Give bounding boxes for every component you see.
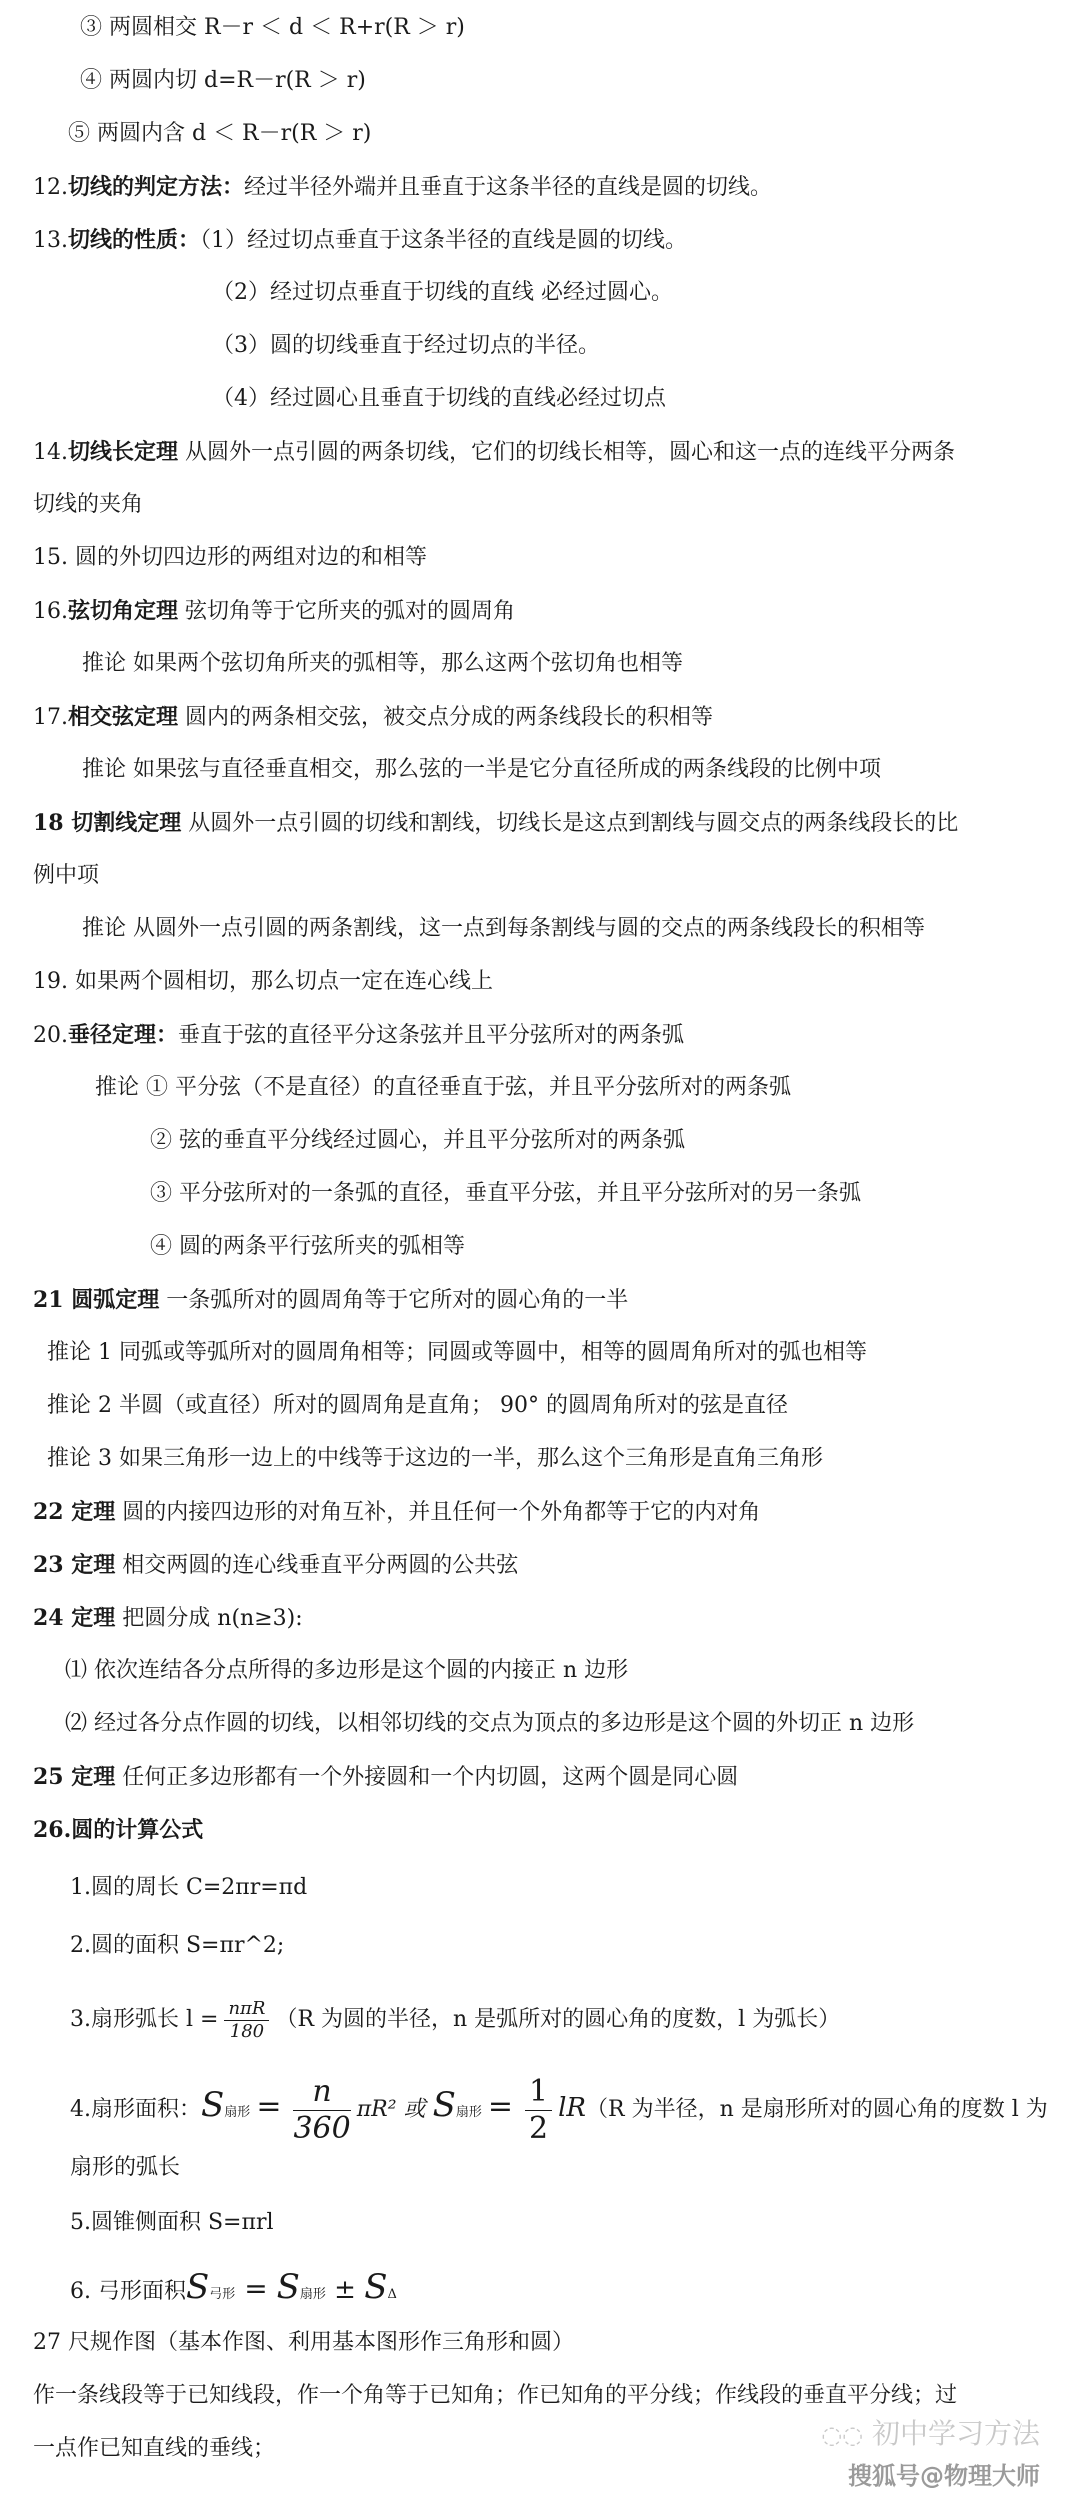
theorem-15: 15. 圆的外切四边形的两组对边的和相等 [33,545,427,570]
theorem-21-num: 21 [33,1287,72,1313]
theorem-20-title: 垂径定理： [68,1022,179,1048]
theorem-21-title: 圆弧定理 [71,1287,160,1313]
theorem-25-num: 25 [33,1764,72,1790]
arc-length-denominator: 180 [229,2020,265,2042]
half-numerator: 1 [525,2074,552,2111]
formula-sector-area [70,2065,1080,2153]
formula-segment-area [70,2262,1080,2320]
theorem-18-text: 从圆外一点引圆的切线和割线，切线长是这点到割线与圆交点的两条线段长的比 [181,811,959,836]
sector-area-numerator: n [293,2074,350,2111]
segment-sub3: Δ [387,2287,397,2302]
segment-area-label: 6. 弓形面积 [70,2279,186,2304]
theorem-17-text: 圆内的两条相交弦，被交点分成的两条线段长的积相等 [178,705,714,730]
theorem-20-num: 20. [33,1023,68,1048]
theorem-14-text: 从圆外一点引圆的两条切线，它们的切线长相等，圆心和这一点的连线平分两条 [178,440,956,465]
segment-equals: = [235,2272,277,2305]
section-27-text-cont: 一点作已知直线的垂线； [33,2436,276,2461]
theorem-21-text: 一条弧所对的圆周角等于它所对的圆心角的一半 [159,1288,629,1313]
segment-sub1: 弓形 [209,2287,236,2302]
theorem-17-corollary: 推论 如果弦与直径垂直相交，那么弦的一半是它分直径所成的两条线段的比例中项 [82,757,881,782]
theorem-24-item-1: ⑴ 依次连结各分点所得的多边形是这个圆的内接正 n 边形 [65,1658,629,1683]
theorem-12-text: 经过半径外端并且垂直于这条半径的直线是圆的切线。 [244,175,773,200]
section-26-title: 26.圆的计算公式 [33,1817,204,1843]
theorem-17-num: 17. [33,705,68,730]
theorem-20-corollary-3: ③ 平分弦所对的一条弧的直径，垂直平分弦，并且平分弦所对的另一条弧 [150,1181,861,1206]
theorem-22 [33,1494,1080,1531]
theorem-20-corollary-1: 推论 ① 平分弦（不是直径）的直径垂直于弦，并且平分弦所对的两条弧 [95,1075,791,1100]
theorem-14 [33,434,1080,471]
theorem-21 [33,1282,1080,1319]
formula-cone-lateral: 5.圆锥侧面积 S=πrl [70,2210,274,2235]
sector-area-note: （R 为半径，n 是扇形所对的圆心角的度数 l 为 [586,2097,1048,2122]
theorem-18-text-cont: 例中项 [33,863,100,888]
theorem-14-num: 14. [33,440,68,465]
segment-S3: S [364,2267,388,2307]
theorem-13-item-4: （4）经过圆心且垂直于切线的直线必经过切点 [212,386,666,411]
sector-area-pi-r2: πR² 或 [356,2097,433,2122]
theorem-18-title: 切割线定理 [71,810,182,836]
theorem-20-corollary-2: ② 弦的垂直平分线经过圆心，并且平分弦所对的两条弧 [150,1128,685,1153]
sector-area-equals-2: = [487,2089,514,2124]
theorem-13 [33,222,1080,259]
theorem-20-corollary-4: ④ 圆的两条平行弦所夹的弧相等 [150,1234,465,1259]
theorem-23-text: 相交两圆的连心线垂直平分两圆的公共弦 [115,1553,519,1578]
theorem-13-item-2: （2）经过切点垂直于切线的直线 必经过圆心。 [212,280,673,305]
watermark-source: 搜狐号@物理大师 [848,2462,1040,2490]
theorem-21-corollary-2: 推论 2 半圆（或直径）所对的圆周角是直角； 90° 的圆周角所对的弦是直径 [47,1393,788,1418]
sector-area-note-cont: 扇形的弧长 [70,2155,181,2180]
sector-area-equals: = [256,2089,282,2124]
circle-relation-intersect: ③ 两圆相交 R－r ＜ d ＜ R+r(R ＞ r) [80,15,465,40]
theorem-16-num: 16. [33,599,68,624]
theorem-16 [33,593,1080,630]
sector-area-denominator: 360 [293,2110,351,2146]
theorem-22-num: 22 [33,1499,72,1525]
section-27-title: 27 尺规作图（基本作图、利用基本图形作三角形和圆） [33,2330,574,2355]
theorem-25-text: 任何正多边形都有一个外接圆和一个内切圆，这两个圆是同心圆 [115,1765,739,1790]
segment-sub2: 扇形 [299,2287,326,2302]
theorem-20-text: 垂直于弦的直径平分这条弦并且平分弦所对的两条弧 [178,1023,685,1048]
arc-length-numerator: nπR [224,1998,269,2021]
formula-area: 2.圆的面积 S=πr^2; [70,1933,285,1958]
theorem-19: 19. 如果两个圆相切，那么切点一定在连心线上 [33,969,493,994]
sector-area-symbol-2: S [432,2085,456,2125]
theorem-16-title: 弦切角定理 [68,598,179,624]
formula-circumference: 1.圆的周长 C=2πr=πd [70,1875,308,1900]
theorem-20 [33,1017,1080,1054]
sector-area-label: 4.扇形面积： [70,2097,201,2122]
theorem-21-corollary-1: 推论 1 同弧或等弧所对的圆周角相等；同圆或等圆中，相等的圆周角所对的弧也相等 [47,1340,867,1365]
theorem-17-title: 相交弦定理 [68,704,179,730]
wechat-icon: ◌◌ [821,2421,864,2449]
segment-S2: S [276,2267,300,2307]
section-27-text: 作一条线段等于已知线段，作一个角等于已知角；作已知角的平分线；作线段的垂直平分线；过 [33,2383,958,2408]
sector-area-subscript: 扇形 [224,2105,251,2120]
theorem-24-item-2: ⑵ 经过各分点作圆的切线，以相邻切线的交点为顶点的多边形是这个圆的外切正 n 边形 [65,1711,915,1736]
theorem-21-corollary-3: 推论 3 如果三角形一边上的中线等于这边的一半，那么这个三角形是直角三角形 [47,1446,823,1471]
watermark-account [821,2412,1040,2452]
theorem-18 [33,805,1080,842]
half-denominator: 2 [529,2110,549,2146]
theorem-25 [33,1759,1080,1796]
theorem-16-text: 弦切角等于它所夹的弧对的圆周角 [178,599,516,624]
theorem-18-num: 18 [33,810,72,836]
half-fraction [525,2074,552,2147]
sector-area-symbol: S [201,2085,225,2125]
theorem-13-num: 13. [33,228,68,253]
circle-relation-contained: ⑤ 两圆内含 d ＜ R－r(R ＞ r) [68,121,372,146]
theorem-12-num: 12. [33,175,68,200]
theorem-18-corollary: 推论 从圆外一点引圆的两条割线，这一点到每条割线与圆的交点的两条线段长的积相等 [82,916,925,941]
sector-area-fraction [293,2074,350,2147]
theorem-24-title: 定理 [71,1605,116,1631]
theorem-23-title: 定理 [71,1552,116,1578]
sector-area-lR: lR [558,2093,587,2123]
theorem-12 [33,169,1080,206]
segment-plus-minus: ± [325,2275,365,2305]
theorem-22-text: 圆的内接四边形的对角互补，并且任何一个外角都等于它的内对角 [115,1500,761,1525]
segment-S1: S [185,2267,210,2307]
theorem-24-num: 24 [33,1605,72,1631]
theorem-16-corollary: 推论 如果两个弦切角所夹的弧相等，那么这两个弦切角也相等 [82,651,683,676]
theorem-14-text-cont: 切线的夹角 [33,492,144,517]
theorem-22-title: 定理 [71,1499,116,1525]
theorem-13-item-3: （3）圆的切线垂直于经过切点的半径。 [212,333,600,358]
theorem-13-title: 切线的性质： [68,227,201,253]
theorem-17 [33,699,1080,736]
circle-relation-internal-tangent: ④ 两圆内切 d=R－r(R ＞ r) [80,68,366,93]
theorem-24-text: 把圆分成 n(n≥3): [115,1606,303,1631]
formula-arc-length [70,1990,1080,2050]
theorem-13-item-1: （1）经过切点垂直于这条半径的直线是圆的切线。 [200,228,688,253]
sector-area-subscript-2: 扇形 [455,2105,482,2120]
theorem-23 [33,1547,1080,1584]
theorem-14-title: 切线长定理 [68,439,179,465]
arc-length-note: （R 为圆的半径，n 是弧所对的圆心角的度数，l 为弧长） [275,2007,841,2032]
watermark-line1: 初中学习方法 [871,2417,1040,2450]
arc-length-label: 3.扇形弧长 l = [70,2007,219,2032]
theorem-12-title: 切线的判定方法： [68,174,245,200]
arc-length-fraction [224,1998,269,2043]
theorem-24 [33,1600,1080,1637]
theorem-23-num: 23 [33,1552,72,1578]
theorem-25-title: 定理 [71,1764,116,1790]
